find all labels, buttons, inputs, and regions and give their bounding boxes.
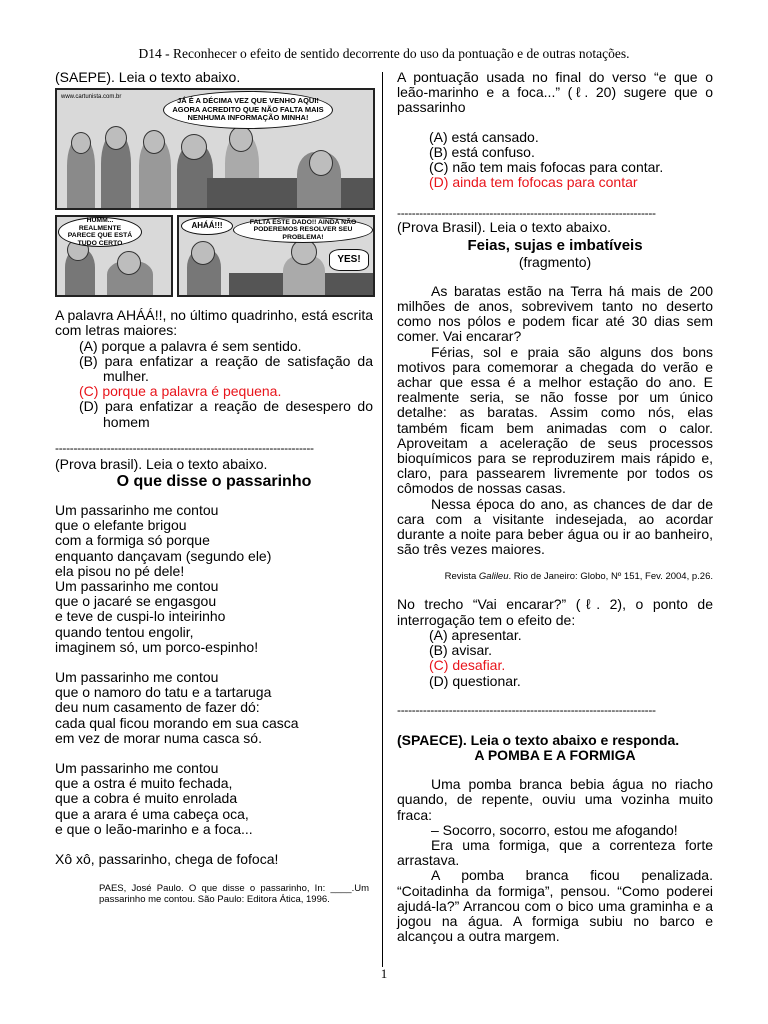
separator: ---------------------------------------------------------------------- — [55, 440, 314, 455]
speech-bubble: AHÁÁ!!! — [181, 217, 233, 235]
q3-stem: No trecho “Vai encarar?” (ℓ. 2), o ponto de interrogação tem o efeito de: — [397, 596, 713, 628]
poem-stanza-3 — [55, 761, 373, 837]
q2-options — [397, 130, 713, 191]
q1-source: (SAEPE). Leia o texto abaixo. — [55, 69, 241, 85]
article-subtitle: (fragmento) — [518, 253, 592, 270]
left-column — [55, 70, 373, 905]
right-column — [397, 70, 713, 944]
poem-line: que o elefante brigou — [55, 517, 187, 534]
q3-source: (Prova Brasil). Leia o texto abaixo. — [397, 219, 611, 236]
poem-line: que a cobra é muito enrolada — [55, 790, 238, 807]
reference-text: Revista — [444, 571, 479, 583]
poem-line: Um passarinho me contou — [55, 669, 219, 686]
fable-paragraph: Uma pomba branca bebia água no riacho quando, de repente, ouviu uma vozinha muito fraca: — [397, 776, 713, 823]
q4-source: (SPAECE). Leia o texto abaixo e responda. — [397, 731, 680, 748]
page-header: D14 - Reconhecer o efeito de sentido decorrente do uso da pontuação e de outras notações. — [138, 46, 630, 61]
q3-option-a: (A) apresentar. — [429, 626, 522, 643]
poem-line: deu num casamento de fazer dó: — [55, 699, 260, 716]
comic-panel-2 — [55, 215, 173, 297]
counter-desk — [207, 178, 373, 208]
poem-line: que a arara é uma cabeça oca, — [55, 805, 249, 822]
poem-line: Um passarinho me contou — [55, 578, 219, 595]
article-title: Feias, sujas e imbatíveis — [467, 236, 643, 254]
poem-line: que o jacaré se engasgou — [55, 593, 217, 610]
separator: ---------------------------------------------------------------------- — [397, 206, 656, 221]
poem-line: enquanto dançavam (segundo ele) — [55, 547, 272, 564]
reference-magazine: Galileu — [478, 571, 509, 583]
poem-stanza-1 — [55, 503, 373, 655]
fable-title: A POMBA E A FORMIGA — [474, 746, 636, 763]
q2-option-d-correct: (D) ainda tem fofocas para contar — [429, 174, 638, 191]
q3-option-d: (D) questionar. — [429, 672, 521, 689]
poem-line: ela pisou no pé dele! — [55, 562, 185, 579]
poem-line: imaginem só, um porco-espinho! — [55, 638, 259, 655]
speech-bubble: HUMM... REALMENTE PARECE QUE ESTÁ TUDO CERTO — [58, 217, 142, 247]
speech-bubble: FALTA ESTE DADO!! AINDA NÃO PODEREMOS RESOLVER SEU PROBLEMA! — [233, 217, 373, 243]
fable-paragraph: – Socorro, socorro, estou me afogando! — [431, 821, 678, 838]
q1-option-b: (B) para enfatizar a reação de satisfação da mulher. — [79, 352, 373, 385]
poem-line: com a formiga só porque — [55, 532, 210, 549]
column-divider — [382, 72, 383, 967]
q2-option-a: (A) está cansado. — [429, 128, 539, 145]
q2-stem: A pontuação usada no final do verso “e que o leão-marinho e a foca...” (ℓ. 20) sugere que o passarinho — [397, 69, 713, 116]
comic-panel-3 — [177, 215, 375, 297]
fable-paragraph: Era uma formiga, que a correnteza forte arrastava. — [397, 836, 713, 869]
q1-stem: A palavra AHÁÁ!!, no último quadrinho, está escrita com letras maiores: — [55, 307, 373, 339]
poem-line: que o namoro do tatu e a tartaruga — [55, 684, 272, 701]
q1-option-d: (D) para enfatizar a reação de desespero do homem — [79, 398, 373, 430]
poem-line: Um passarinho me contou — [55, 502, 219, 519]
article-paragraph: Férias, sol e praia são alguns dos bons motivos para comemorar a chegada do verão e achar que essa é a melhor estação do ano. E realmente seria, se não fosse por um único detalhe: as baratas. Assim como nós, elas também ficam bem animadas com o calor. Aproveitam a aceleração de seus processos bioquímicos para se reproduzirem mais rápido e, claro, para passearem livremente por todos os cômodos de nossas casas. — [397, 343, 713, 497]
article-paragraph: As baratas estão na Terra há mais de 200 milhões de anos, sobrevivem tanto no deserto como nos pólos e podem ficar até 30 dias sem comer. Vai encarar? — [397, 282, 713, 345]
q3-option-c-correct: (C) desafiar. — [429, 657, 506, 674]
fable-paragraph: A pomba branca ficou penalizada. “Coitadinha da formiga”, pensou. “Como poderei ajudá-la?” Arrancou com o bico uma graminha e a jogou na água. A formiga subiu no barco e alcançou a outra margem. — [397, 867, 713, 945]
separator: ---------------------------------------------------------------------- — [397, 702, 656, 717]
q2-source: (Prova brasil). Leia o texto abaixo. — [55, 455, 268, 472]
q3-option-b: (B) avisar. — [429, 642, 493, 659]
page-number: 1 — [380, 966, 388, 981]
poem-line: em vez de morar numa casca só. — [55, 729, 262, 746]
poem-line: quando tentou engolir, — [55, 623, 194, 640]
speech-bubble: YES! — [329, 249, 369, 271]
reference-text: . Rio de Janeiro: Globo, Nº 151, Fev. 2004, p.26. — [508, 571, 713, 583]
poem-title: O que disse o passarinho — [116, 473, 312, 491]
poem-reference: PAES, José Paulo. O que disse o passarinho, In: ____.Um passarinho me contou. São Paulo: Editora Ática, 1996. — [99, 883, 369, 906]
article-paragraph: Nessa época do ano, as chances de dar de cara com a visitante indesejada, ao acordar durante a noite para beber água ou ir ao banheiro, são três vezes maiores. — [397, 495, 713, 558]
poem-line: e teve de cuspi-lo inteirinho — [55, 608, 226, 625]
q2-option-c: (C) não tem mais fofocas para contar. — [429, 159, 664, 176]
poem-line: Um passarinho me contou — [55, 760, 219, 777]
poem-closing: Xô xô, passarinho, chega de fofoca! — [55, 851, 279, 868]
poem-stanza-2 — [55, 670, 373, 746]
poem-line: que a ostra é muito fechada, — [55, 775, 233, 792]
comic-panel-1 — [55, 88, 375, 210]
q1-option-c-correct: (C) porque a palavra é pequena. — [79, 383, 282, 400]
comic-strip — [55, 88, 375, 298]
poem-line: e que o leão-marinho e a foca... — [55, 820, 253, 837]
comic-site: www.cartunista.com.br — [61, 94, 122, 101]
speech-bubble: JÁ É A DÉCIMA VEZ QUE VENHO AQUI! AGORA ACREDITO QUE NÃO FALTA MAIS NENHUMA INFORMAÇÃO MINHA! — [163, 91, 333, 129]
article-reference — [397, 571, 713, 583]
q1-option-a: (A) porque a palavra é sem sentido. — [79, 337, 302, 354]
q2-option-b: (B) está confuso. — [429, 143, 535, 160]
poem-line: cada qual ficou morando em sua casca — [55, 714, 299, 731]
